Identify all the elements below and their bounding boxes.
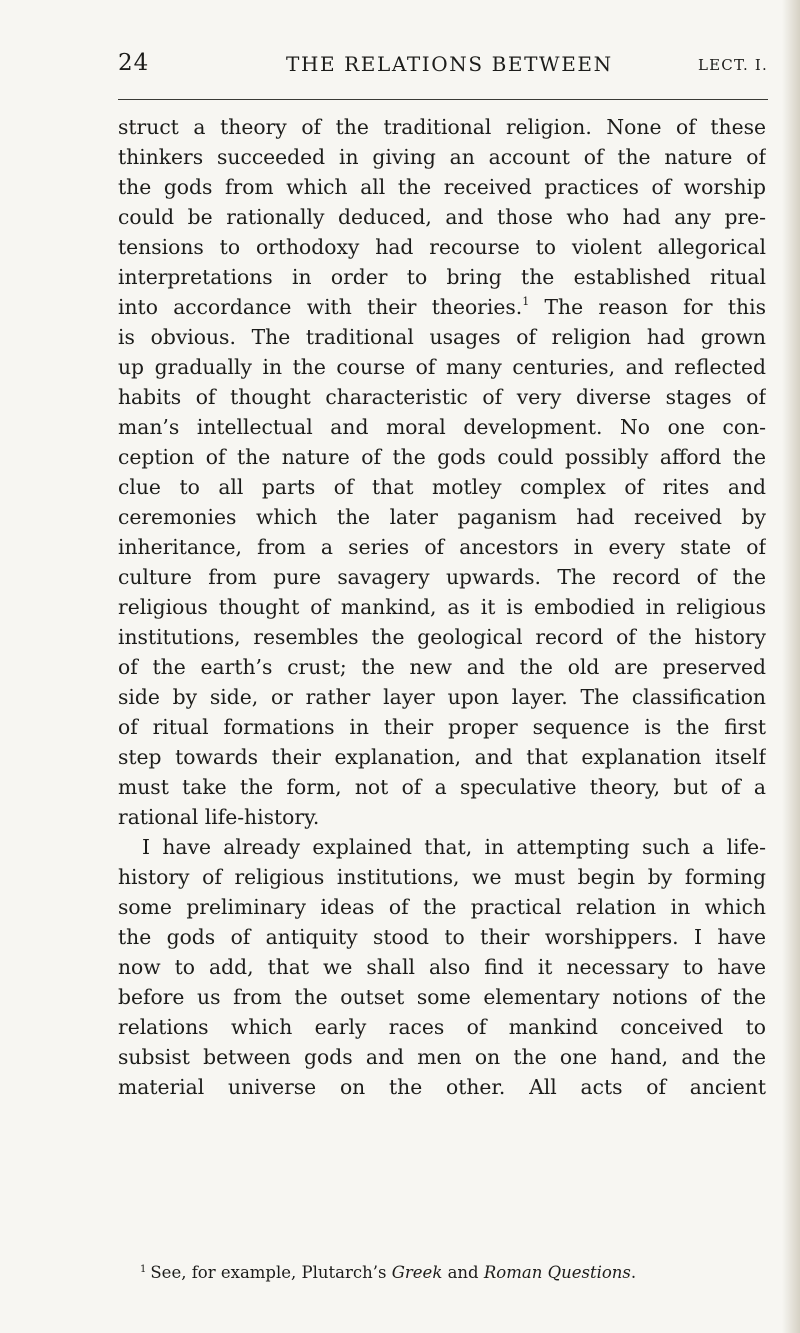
text-line: history of religious institutions, we must begin by forming <box>118 865 766 889</box>
text-line: man’s intellectual and moral development. No one con- <box>118 415 766 439</box>
text-line: some preliminary ideas of the practical relation in which <box>118 895 766 919</box>
text-line: institutions, resembles the geological record of the history <box>118 625 766 649</box>
footnote-text: and <box>442 1263 484 1282</box>
page-edge-shadow <box>782 0 800 1333</box>
text-line: habits of thought characteristic of very diverse stages of <box>118 385 766 409</box>
footnote-text: . <box>630 1263 637 1282</box>
text-line: the gods of antiquity stood to their worshippers. I have <box>118 925 766 949</box>
text-line: of the earth’s crust; the new and the old are preserved <box>118 655 766 679</box>
text-line: the gods from which all the received practices of worship <box>118 175 766 199</box>
text-line-with-footnote-ref <box>118 292 766 322</box>
header-rule <box>118 99 768 100</box>
text-line-part: The reason for this <box>529 295 766 319</box>
footnote-italic-title: Roman Questions <box>483 1263 631 1282</box>
text-line: culture from pure savagery upwards. The record of the <box>118 565 766 589</box>
text-line: now to add, that we shall also find it necessary to have <box>118 955 766 979</box>
paragraph-start-line: I have already explained that, in attempting such a life- <box>142 835 766 859</box>
text-line: ception of the nature of the gods could possibly afford the <box>118 445 766 469</box>
text-line: side by side, or rather layer upon layer. The classification <box>118 685 766 709</box>
text-line: up gradually in the course of many centuries, and reflected <box>118 355 766 379</box>
running-header <box>118 50 768 86</box>
text-line: ceremonies which the later paganism had received by <box>118 505 766 529</box>
text-line: is obvious. The traditional usages of religion had grown <box>118 325 766 349</box>
footnote-text: See, for example, Plutarch’s <box>150 1263 392 1282</box>
text-line: thinkers succeeded in giving an account of the nature of <box>118 145 766 169</box>
footnote <box>140 1262 780 1284</box>
lecture-marker: LECT. I. <box>697 56 768 74</box>
text-line: material universe on the other. All acts of ancient <box>118 1075 766 1099</box>
text-line: relations which early races of mankind conceived to <box>118 1015 766 1039</box>
text-line: inheritance, from a series of ancestors in every state of <box>118 535 766 559</box>
text-line: religious thought of mankind, as it is embodied in religious <box>118 595 766 619</box>
footnote-italic-title: Greek <box>391 1263 443 1282</box>
text-line: interpretations in order to bring the established ritual <box>118 265 766 289</box>
text-line: clue to all parts of that motley complex of rites and <box>118 475 766 499</box>
text-line: must take the form, not of a speculative theory, but of a <box>118 775 766 799</box>
text-line: of ritual formations in their proper sequence is the first <box>118 715 766 739</box>
text-line: step towards their explanation, and that explanation itself <box>118 745 766 769</box>
text-line: struct a theory of the traditional religion. None of these <box>118 115 766 139</box>
text-line: could be rationally deduced, and those who had any pre- <box>118 205 766 229</box>
text-line: subsist between gods and men on the one hand, and the <box>118 1045 766 1069</box>
body-text <box>118 112 766 1102</box>
footnote-marker: 1 <box>140 1264 147 1275</box>
running-title: THE RELATIONS BETWEEN <box>286 52 613 76</box>
text-line: before us from the outset some elementary notions of the <box>118 985 766 1009</box>
footnote-reference: 1 <box>522 295 530 308</box>
paragraph-end-line: rational life-history. <box>118 805 320 829</box>
text-line: tensions to orthodoxy had recourse to violent allegorical <box>118 235 766 259</box>
text-line-part: into accordance with their theories. <box>118 295 523 319</box>
page-number: 24 <box>118 50 150 76</box>
